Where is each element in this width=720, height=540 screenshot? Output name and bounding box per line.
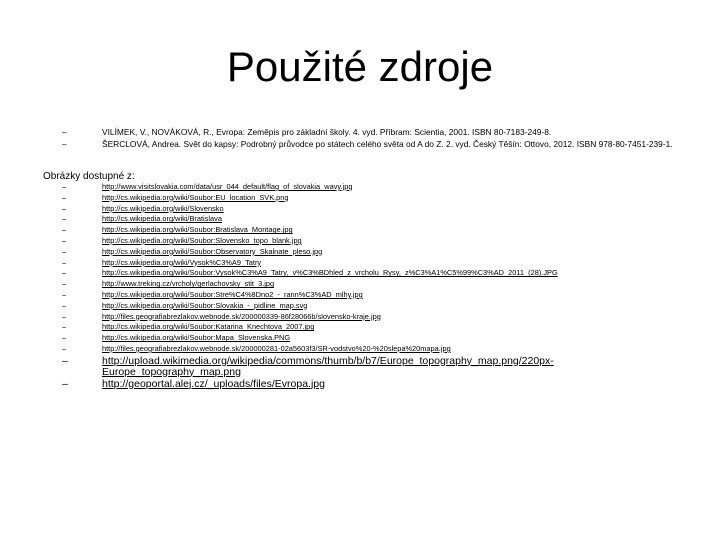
image-link-item bbox=[62, 356, 682, 378]
image-link-item bbox=[62, 258, 682, 269]
list-dash: – bbox=[62, 377, 68, 390]
image-link[interactable]: http://geoportal.alej.cz/_uploads/files/Evropa.jpg bbox=[102, 378, 325, 390]
list-dash: – bbox=[62, 354, 68, 367]
image-link[interactable]: http://cs.wikipedia.org/wiki/Soubor:Stre%C4%8Dno2_-_rann%C3%AD_mlhy.jpg bbox=[102, 289, 363, 299]
image-link[interactable]: http://files.geografiabrezlakov.webnode.sk/200000339-86f28066b/slovensko-kraje.jpg bbox=[102, 311, 381, 321]
image-link[interactable]: http://cs.wikipedia.org/wiki/Soubor:Vysok%C3%A9_Tatry,_v%C3%BDhled_z_vrcholu_Rysy,_z%C3%A1%C5%99%C3%AD_2011_(28).JPG bbox=[102, 268, 558, 278]
list-dash: – bbox=[62, 279, 67, 289]
image-link-item bbox=[62, 279, 682, 290]
list-dash: – bbox=[62, 289, 67, 299]
list-dash: – bbox=[62, 203, 67, 213]
reference-text: VILÍMEK, V., NOVÁKOVÁ, R., Evropa: Zeměpis pro základní školy. 4. vyd. Příbram: Scientia, 2001. ISBN 80-7183-249-8. bbox=[102, 127, 552, 137]
references-list bbox=[62, 127, 682, 150]
list-dash: – bbox=[62, 138, 67, 149]
image-link-item bbox=[62, 344, 682, 355]
image-link-item bbox=[62, 290, 682, 301]
image-link[interactable]: http://cs.wikipedia.org/wiki/Soubor:Katarina_Knechtova_2007.jpg bbox=[102, 322, 315, 332]
image-link-item bbox=[62, 312, 682, 323]
list-dash: – bbox=[62, 192, 67, 202]
image-link[interactable]: http://cs.wikipedia.org/wiki/Soubor:Slovensko_topo_blank.jpg bbox=[102, 235, 302, 245]
image-link-item bbox=[62, 182, 682, 193]
image-links-list bbox=[62, 182, 682, 390]
images-heading: Obrázky dostupné z: bbox=[43, 171, 135, 182]
image-link[interactable]: http://cs.wikipedia.org/wiki/Soubor:Observatory_Skalnate_pleso.jpg bbox=[102, 246, 323, 256]
image-link[interactable]: http://cs.wikipedia.org/wiki/Slovensko bbox=[102, 203, 224, 213]
image-link-item bbox=[62, 333, 682, 344]
image-link[interactable]: http://cs.wikipedia.org/wiki/Soubor:EU_location_SVK.png bbox=[102, 192, 289, 202]
image-link-item bbox=[62, 322, 682, 333]
list-dash: – bbox=[62, 322, 67, 332]
image-link-item bbox=[62, 247, 682, 258]
list-dash: – bbox=[62, 333, 67, 343]
image-link-item bbox=[62, 268, 682, 279]
list-dash: – bbox=[62, 182, 67, 191]
image-link-item bbox=[62, 301, 682, 312]
list-dash: – bbox=[62, 343, 67, 353]
image-link-item bbox=[62, 225, 682, 236]
image-link[interactable]: http://cs.wikipedia.org/wiki/Soubor:Bratislava_Montage.jpg bbox=[102, 225, 293, 235]
image-link-item bbox=[62, 204, 682, 215]
slide-title: Použité zdroje bbox=[226, 43, 494, 90]
reference-item bbox=[62, 127, 682, 138]
reference-text: ŠERCLOVÁ, Andrea. Svět do kapsy: Podrobný průvodce po státech celého světa od A do Z. 2. vyd. Český Těšín: Ottovo, 2012. ISBN 978-80-7451-239-1. bbox=[102, 138, 673, 149]
list-dash: – bbox=[62, 214, 67, 224]
list-dash: – bbox=[62, 257, 67, 267]
list-dash: – bbox=[62, 268, 67, 278]
image-link[interactable]: http://cs.wikipedia.org/wiki/Soubor:Slovakia_-_pidline_map.svg bbox=[102, 300, 308, 310]
image-link-item bbox=[62, 379, 682, 390]
image-link-item bbox=[62, 193, 682, 204]
list-dash: – bbox=[62, 300, 67, 310]
image-link-item bbox=[62, 236, 682, 247]
image-link[interactable]: http://upload.wikimedia.org/wikipedia/commons/thumb/b/b7/Europe_topography_map.png/220px-Europe_topography_map.png bbox=[102, 355, 554, 378]
image-link[interactable]: http://www.treking.cz/vrcholy/gerlachovsky_stit_3.jpg bbox=[102, 279, 275, 289]
image-link[interactable]: http://files.geografiabrezlakov.webnode.sk/200000281-02a5603f3/SR-vodstvo%20-%20slepa%20mapa.jpg bbox=[102, 343, 451, 353]
image-link[interactable]: http://cs.wikipedia.org/wiki/Bratislava bbox=[102, 214, 222, 224]
list-dash: – bbox=[62, 311, 67, 321]
list-dash: – bbox=[62, 225, 67, 235]
list-dash: – bbox=[62, 235, 67, 245]
image-link[interactable]: http://www.visitslovakia.com/data/usr_044_default/flag_of_slovakia_wavy.jpg bbox=[102, 182, 353, 191]
image-link[interactable]: http://cs.wikipedia.org/wiki/Soubor:Mapa_Slovenska.PNG bbox=[102, 333, 291, 343]
image-link[interactable]: http://cs.wikipedia.org/wiki/Vysok%C3%A9_Tatry bbox=[102, 257, 262, 267]
reference-item bbox=[62, 139, 682, 150]
list-dash: – bbox=[62, 127, 67, 137]
image-link-item bbox=[62, 214, 682, 225]
list-dash: – bbox=[62, 246, 67, 256]
